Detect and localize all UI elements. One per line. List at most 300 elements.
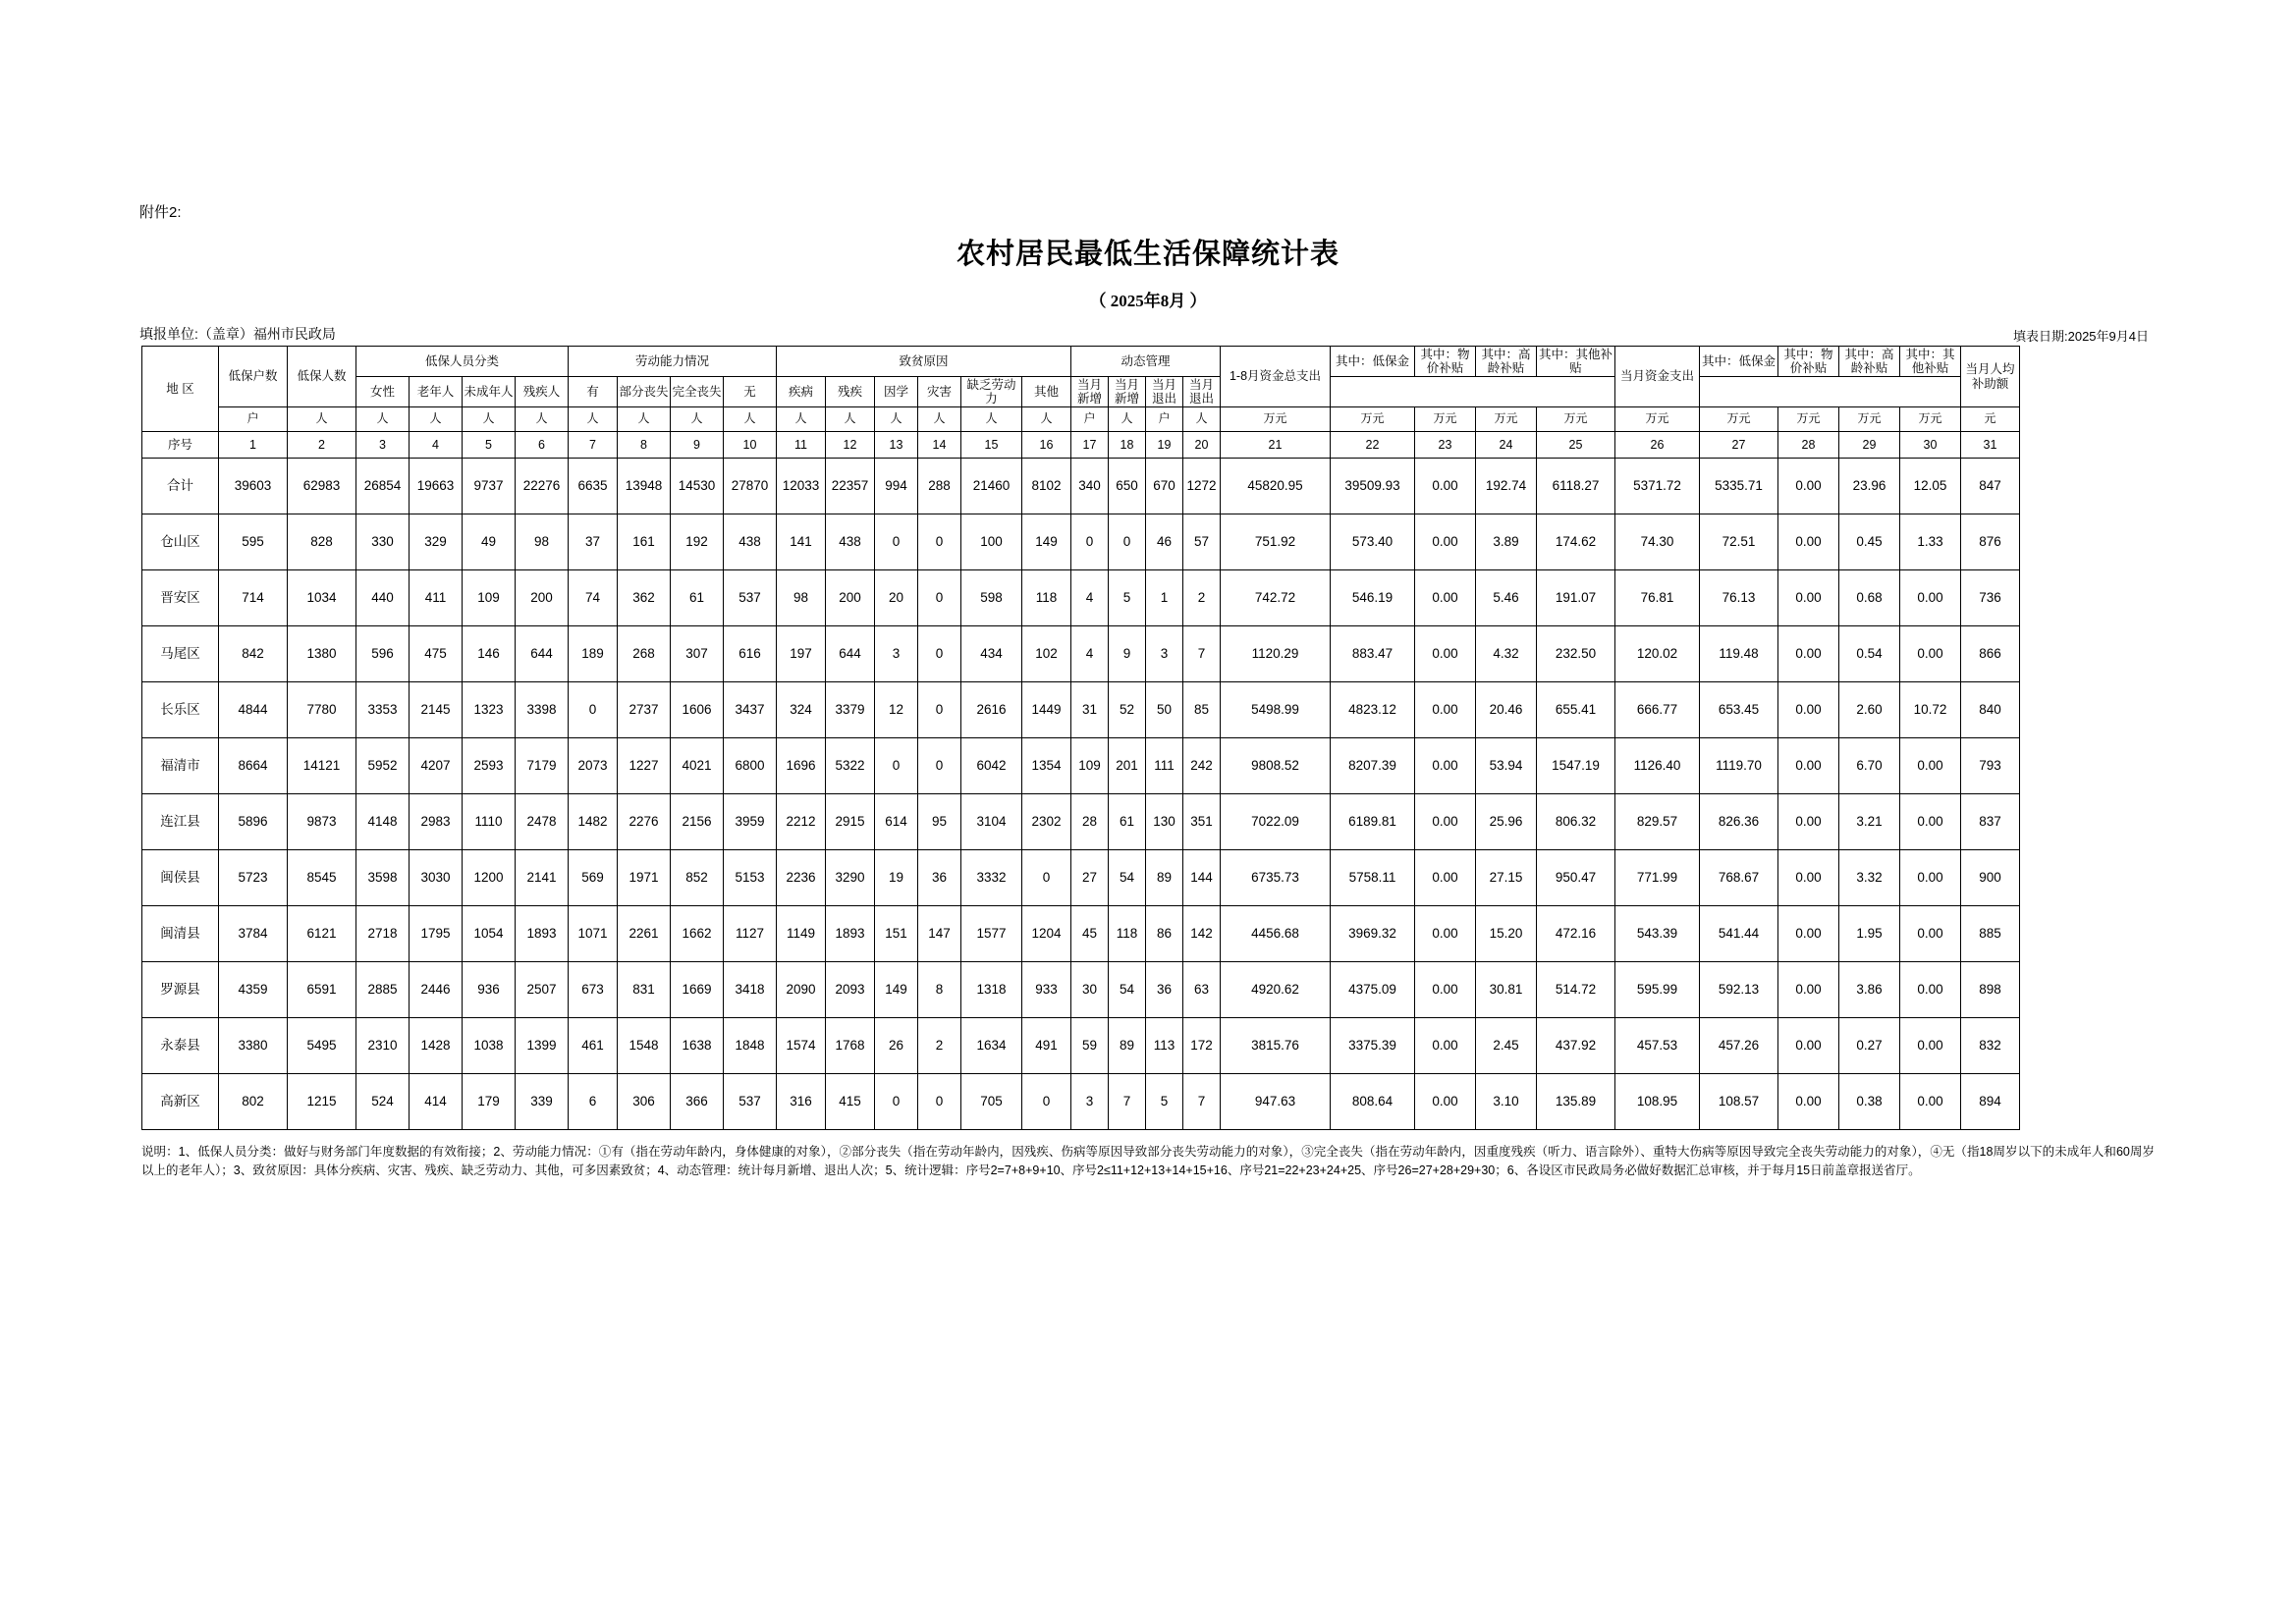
col-total-sub-3: 其中：高龄补贴 <box>1476 347 1537 377</box>
table-row <box>142 794 2020 850</box>
data-cell: 54 <box>1109 962 1146 1018</box>
seq-17: 17 <box>1071 432 1109 459</box>
col-persons: 低保人数 <box>288 347 356 407</box>
col-region: 地 区 <box>142 347 219 432</box>
data-cell: 1204 <box>1022 906 1071 962</box>
data-cell: 1482 <box>569 794 618 850</box>
data-cell: 161 <box>618 514 671 570</box>
unit-21: 万元 <box>1221 407 1331 432</box>
unit-2: 人 <box>288 407 356 432</box>
data-cell: 49 <box>463 514 516 570</box>
data-cell: 1662 <box>671 906 724 962</box>
data-cell: 7 <box>1109 1074 1146 1130</box>
data-cell: 3030 <box>410 850 463 906</box>
data-cell: 12.05 <box>1900 459 1961 514</box>
data-cell: 30.81 <box>1476 962 1537 1018</box>
unit-11: 人 <box>777 407 826 432</box>
seq-2: 2 <box>288 432 356 459</box>
data-cell: 3959 <box>724 794 777 850</box>
data-cell: 351 <box>1183 794 1221 850</box>
data-cell: 120.02 <box>1615 626 1700 682</box>
col-households: 低保户数 <box>219 347 288 407</box>
data-cell: 653.45 <box>1700 682 1778 738</box>
data-cell: 12033 <box>777 459 826 514</box>
data-cell: 0 <box>918 570 961 626</box>
data-cell: 3815.76 <box>1221 1018 1331 1074</box>
data-cell: 1110 <box>463 794 516 850</box>
region-cell: 闽清县 <box>142 906 219 962</box>
col-female: 女性 <box>356 377 410 407</box>
seq-21: 21 <box>1221 432 1331 459</box>
data-cell: 5498.99 <box>1221 682 1331 738</box>
data-cell: 802 <box>219 1074 288 1130</box>
data-cell: 9873 <box>288 794 356 850</box>
data-cell: 876 <box>1961 514 2020 570</box>
data-cell: 31 <box>1071 682 1109 738</box>
data-cell: 7780 <box>288 682 356 738</box>
data-cell: 3969.32 <box>1331 906 1415 962</box>
data-cell: 30 <box>1071 962 1109 1018</box>
data-cell: 21460 <box>961 459 1022 514</box>
data-cell: 3437 <box>724 682 777 738</box>
group-classify: 低保人员分类 <box>356 347 569 377</box>
table-row <box>142 1074 2020 1130</box>
data-cell: 491 <box>1022 1018 1071 1074</box>
data-cell: 0 <box>918 1074 961 1130</box>
statistics-table <box>141 346 2020 1130</box>
data-cell: 316 <box>777 1074 826 1130</box>
data-cell: 0 <box>875 514 918 570</box>
data-cell: 768.67 <box>1700 850 1778 906</box>
data-cell: 4 <box>1071 570 1109 626</box>
data-cell: 3353 <box>356 682 410 738</box>
seq-18: 18 <box>1109 432 1146 459</box>
header-seq-row <box>142 432 2020 459</box>
data-cell: 2276 <box>618 794 671 850</box>
data-cell: 74.30 <box>1615 514 1700 570</box>
data-cell: 438 <box>826 514 875 570</box>
data-cell: 2093 <box>826 962 875 1018</box>
data-cell: 1971 <box>618 850 671 906</box>
data-cell: 742.72 <box>1221 570 1331 626</box>
group-dynamic: 动态管理 <box>1071 347 1221 377</box>
data-cell: 1034 <box>288 570 356 626</box>
seq-3: 3 <box>356 432 410 459</box>
data-cell: 1574 <box>777 1018 826 1074</box>
data-cell: 1200 <box>463 850 516 906</box>
unit-29: 万元 <box>1839 407 1900 432</box>
group-labor: 劳动能力情况 <box>569 347 777 377</box>
data-cell: 1893 <box>516 906 569 962</box>
data-cell: 457.53 <box>1615 1018 1700 1074</box>
data-cell: 9 <box>1109 626 1146 682</box>
data-cell: 5335.71 <box>1700 459 1778 514</box>
data-cell: 0.45 <box>1839 514 1900 570</box>
unit-18: 人 <box>1109 407 1146 432</box>
data-cell: 2737 <box>618 682 671 738</box>
col-labor-have: 有 <box>569 377 618 407</box>
data-cell: 3.32 <box>1839 850 1900 906</box>
data-cell: 0.00 <box>1778 1074 1839 1130</box>
data-cell: 0.00 <box>1415 962 1476 1018</box>
data-cell: 866 <box>1961 626 2020 682</box>
data-cell: 174.62 <box>1537 514 1615 570</box>
data-cell: 3398 <box>516 682 569 738</box>
unit-19: 户 <box>1146 407 1183 432</box>
col-cause-nolabor: 缺乏劳动力 <box>961 377 1022 407</box>
data-cell: 2 <box>918 1018 961 1074</box>
data-cell: 714 <box>219 570 288 626</box>
data-cell: 4.32 <box>1476 626 1537 682</box>
col-cause-other: 其他 <box>1022 377 1071 407</box>
data-cell: 0.00 <box>1900 1074 1961 1130</box>
col-month-sub-1: 其中：低保金 <box>1700 347 1778 377</box>
col-minor: 未成年人 <box>463 377 516 407</box>
data-cell: 2.60 <box>1839 682 1900 738</box>
region-cell: 仓山区 <box>142 514 219 570</box>
col-labor-partial: 部分丧失 <box>618 377 671 407</box>
data-cell: 0.00 <box>1900 962 1961 1018</box>
data-cell: 53.94 <box>1476 738 1537 794</box>
data-cell: 828 <box>288 514 356 570</box>
data-cell: 0.00 <box>1778 1018 1839 1074</box>
data-cell: 1227 <box>618 738 671 794</box>
data-cell: 98 <box>777 570 826 626</box>
region-cell: 闽侯县 <box>142 850 219 906</box>
data-cell: 537 <box>724 570 777 626</box>
data-cell: 0 <box>1109 514 1146 570</box>
data-cell: 831 <box>618 962 671 1018</box>
data-cell: 4375.09 <box>1331 962 1415 1018</box>
data-cell: 0.00 <box>1778 626 1839 682</box>
data-cell: 85 <box>1183 682 1221 738</box>
data-cell: 616 <box>724 626 777 682</box>
data-cell: 1.33 <box>1900 514 1961 570</box>
data-cell: 8545 <box>288 850 356 906</box>
data-cell: 826.36 <box>1700 794 1778 850</box>
data-cell: 232.50 <box>1537 626 1615 682</box>
data-cell: 7 <box>1183 1074 1221 1130</box>
data-cell: 1696 <box>777 738 826 794</box>
data-cell: 22357 <box>826 459 875 514</box>
data-cell: 329 <box>410 514 463 570</box>
unit-3: 人 <box>356 407 410 432</box>
data-cell: 595 <box>219 514 288 570</box>
data-cell: 736 <box>1961 570 2020 626</box>
data-cell: 5758.11 <box>1331 850 1415 906</box>
data-cell: 130 <box>1146 794 1183 850</box>
data-cell: 461 <box>569 1018 618 1074</box>
unit-8: 人 <box>618 407 671 432</box>
seq-12: 12 <box>826 432 875 459</box>
data-cell: 8207.39 <box>1331 738 1415 794</box>
region-cell: 永泰县 <box>142 1018 219 1074</box>
data-cell: 0.68 <box>1839 570 1900 626</box>
data-cell: 0.00 <box>1778 570 1839 626</box>
data-cell: 0.54 <box>1839 626 1900 682</box>
region-cell: 合计 <box>142 459 219 514</box>
data-cell: 514.72 <box>1537 962 1615 1018</box>
data-cell: 595.99 <box>1615 962 1700 1018</box>
data-cell: 197 <box>777 626 826 682</box>
data-cell: 0.00 <box>1900 738 1961 794</box>
data-cell: 9808.52 <box>1221 738 1331 794</box>
unit-10: 人 <box>724 407 777 432</box>
data-cell: 1547.19 <box>1537 738 1615 794</box>
seq-23: 23 <box>1415 432 1476 459</box>
notes-text: 说明：1、低保人员分类：做好与财务部门年度数据的有效衔接；2、劳动能力情况：①有（指在劳动年龄内，身体健康的对象），②部分丧失（指在劳动年龄内，因残疾、伤病等原因导致部分丧失劳动能力的对象），③完全丧失（指在劳动年龄内，因重度残疾（听力、语言除外）、重特大伤病等原因导致完全丧失劳动能力的对象），④无（指18周岁以下的未成年人和60周岁以上的老年人）；3、致贫原因：具体分疾病、灾害、残疾、缺乏劳动力、其他，可多因素致贫；4、动态管理：统计每月新增、退出人次；5、统计逻辑：序号2=7+8+9+10、序号2≤11+12+13+14+15+16、序号21=22+23+24+25、序号26=27+28+29+30；6、各设区市民政局务必做好数据汇总审核，并于每月15日前盖章报送省厅。 <box>141 1145 2155 1178</box>
data-cell: 3104 <box>961 794 1022 850</box>
data-cell: 0 <box>875 738 918 794</box>
data-cell: 27870 <box>724 459 777 514</box>
data-cell: 324 <box>777 682 826 738</box>
seq-30: 30 <box>1900 432 1961 459</box>
data-cell: 0.00 <box>1778 514 1839 570</box>
data-cell: 307 <box>671 626 724 682</box>
data-cell: 644 <box>826 626 875 682</box>
data-cell: 147 <box>918 906 961 962</box>
data-cell: 141 <box>777 514 826 570</box>
col-disabled: 残疾人 <box>516 377 569 407</box>
data-cell: 19663 <box>410 459 463 514</box>
data-cell: 5495 <box>288 1018 356 1074</box>
data-cell: 74 <box>569 570 618 626</box>
data-cell: 933 <box>1022 962 1071 1018</box>
col-total-sub-4: 其中：其他补贴 <box>1537 347 1615 377</box>
data-cell: 1380 <box>288 626 356 682</box>
seq-19: 19 <box>1146 432 1183 459</box>
data-cell: 0.00 <box>1778 682 1839 738</box>
data-cell: 3332 <box>961 850 1022 906</box>
data-cell: 2145 <box>410 682 463 738</box>
data-cell: 172 <box>1183 1018 1221 1074</box>
data-cell: 1548 <box>618 1018 671 1074</box>
data-cell: 4844 <box>219 682 288 738</box>
data-cell: 4021 <box>671 738 724 794</box>
data-cell: 598 <box>961 570 1022 626</box>
data-cell: 883.47 <box>1331 626 1415 682</box>
data-cell: 950.47 <box>1537 850 1615 906</box>
data-cell: 7179 <box>516 738 569 794</box>
data-cell: 288 <box>918 459 961 514</box>
data-cell: 2310 <box>356 1018 410 1074</box>
data-cell: 109 <box>463 570 516 626</box>
data-cell: 1071 <box>569 906 618 962</box>
data-cell: 1272 <box>1183 459 1221 514</box>
data-cell: 95 <box>918 794 961 850</box>
data-cell: 63 <box>1183 962 1221 1018</box>
data-cell: 673 <box>569 962 618 1018</box>
col-cause-disability: 残疾 <box>826 377 875 407</box>
data-cell: 36 <box>1146 962 1183 1018</box>
data-cell: 3380 <box>219 1018 288 1074</box>
data-cell: 0.00 <box>1778 738 1839 794</box>
col-month-sub-4: 其中：其他补贴 <box>1900 347 1961 377</box>
data-cell: 3379 <box>826 682 875 738</box>
data-cell: 1119.70 <box>1700 738 1778 794</box>
data-cell: 2212 <box>777 794 826 850</box>
data-cell: 3.21 <box>1839 794 1900 850</box>
data-cell: 100 <box>961 514 1022 570</box>
table-body <box>142 459 2020 1130</box>
data-cell: 5 <box>1109 570 1146 626</box>
unit-9: 人 <box>671 407 724 432</box>
data-cell: 22276 <box>516 459 569 514</box>
seq-10: 10 <box>724 432 777 459</box>
data-cell: 2616 <box>961 682 1022 738</box>
seq-26: 26 <box>1615 432 1700 459</box>
data-cell: 2236 <box>777 850 826 906</box>
data-cell: 6.70 <box>1839 738 1900 794</box>
data-cell: 62983 <box>288 459 356 514</box>
seq-27: 27 <box>1700 432 1778 459</box>
data-cell: 102 <box>1022 626 1071 682</box>
data-cell: 362 <box>618 570 671 626</box>
data-cell: 2073 <box>569 738 618 794</box>
data-cell: 268 <box>618 626 671 682</box>
region-cell: 马尾区 <box>142 626 219 682</box>
col-labor-none: 无 <box>724 377 777 407</box>
region-cell: 福清市 <box>142 738 219 794</box>
data-cell: 2156 <box>671 794 724 850</box>
data-cell: 1120.29 <box>1221 626 1331 682</box>
page-title: 农村居民最低生活保障统计表 <box>956 239 1339 270</box>
seq-16: 16 <box>1022 432 1071 459</box>
data-cell: 0.00 <box>1415 459 1476 514</box>
data-cell: 1893 <box>826 906 875 962</box>
data-cell: 614 <box>875 794 918 850</box>
data-cell: 14121 <box>288 738 356 794</box>
data-cell: 2141 <box>516 850 569 906</box>
data-cell: 52 <box>1109 682 1146 738</box>
col-month-expend: 当月资金支出 <box>1615 347 1700 407</box>
data-cell: 1634 <box>961 1018 1022 1074</box>
data-cell: 89 <box>1109 1018 1146 1074</box>
data-cell: 59 <box>1071 1018 1109 1074</box>
col-dynamic-add-2: 当月新增 <box>1109 377 1146 407</box>
data-cell: 2983 <box>410 794 463 850</box>
data-cell: 1038 <box>463 1018 516 1074</box>
data-cell: 1848 <box>724 1018 777 1074</box>
data-cell: 2302 <box>1022 794 1071 850</box>
data-cell: 5322 <box>826 738 875 794</box>
data-cell: 3375.39 <box>1331 1018 1415 1074</box>
data-cell: 4920.62 <box>1221 962 1331 1018</box>
data-cell: 415 <box>826 1074 875 1130</box>
unit-22: 万元 <box>1331 407 1415 432</box>
data-cell: 898 <box>1961 962 2020 1018</box>
table-row <box>142 459 2020 514</box>
data-cell: 118 <box>1022 570 1071 626</box>
data-cell: 994 <box>875 459 918 514</box>
data-cell: 19 <box>875 850 918 906</box>
data-cell: 144 <box>1183 850 1221 906</box>
data-cell: 837 <box>1961 794 2020 850</box>
data-cell: 20.46 <box>1476 682 1537 738</box>
data-cell: 5153 <box>724 850 777 906</box>
data-cell: 12 <box>875 682 918 738</box>
region-cell: 长乐区 <box>142 682 219 738</box>
data-cell: 0.00 <box>1415 738 1476 794</box>
data-cell: 1323 <box>463 682 516 738</box>
unit-15: 人 <box>961 407 1022 432</box>
data-cell: 947.63 <box>1221 1074 1331 1130</box>
data-cell: 36 <box>918 850 961 906</box>
unit-7: 人 <box>569 407 618 432</box>
data-cell: 543.39 <box>1615 906 1700 962</box>
header-row-2 <box>142 377 2020 407</box>
data-cell: 10.72 <box>1900 682 1961 738</box>
data-cell: 885 <box>1961 906 2020 962</box>
data-cell: 8664 <box>219 738 288 794</box>
unit-4: 人 <box>410 407 463 432</box>
data-cell: 61 <box>1109 794 1146 850</box>
table-row <box>142 962 2020 1018</box>
col-total-sub-1: 其中：低保金 <box>1331 347 1415 377</box>
table-row <box>142 1018 2020 1074</box>
data-cell: 50 <box>1146 682 1183 738</box>
data-cell: 189 <box>569 626 618 682</box>
data-cell: 4359 <box>219 962 288 1018</box>
data-cell: 339 <box>516 1074 569 1130</box>
data-cell: 537 <box>724 1074 777 1130</box>
data-cell: 2915 <box>826 794 875 850</box>
unit-25: 万元 <box>1537 407 1615 432</box>
data-cell: 0.00 <box>1415 850 1476 906</box>
col-dynamic-exit-2: 当月退出 <box>1183 377 1221 407</box>
region-cell: 高新区 <box>142 1074 219 1130</box>
data-cell: 3.10 <box>1476 1074 1537 1130</box>
data-cell: 201 <box>1109 738 1146 794</box>
data-cell: 119.48 <box>1700 626 1778 682</box>
unit-26: 万元 <box>1615 407 1700 432</box>
data-cell: 5371.72 <box>1615 459 1700 514</box>
seq-29: 29 <box>1839 432 1900 459</box>
data-cell: 546.19 <box>1331 570 1415 626</box>
data-cell: 6635 <box>569 459 618 514</box>
data-cell: 793 <box>1961 738 2020 794</box>
data-cell: 45820.95 <box>1221 459 1331 514</box>
data-cell: 0.00 <box>1900 626 1961 682</box>
data-cell: 0.00 <box>1415 906 1476 962</box>
data-cell: 340 <box>1071 459 1109 514</box>
data-cell: 852 <box>671 850 724 906</box>
data-cell: 936 <box>463 962 516 1018</box>
unit-20: 人 <box>1183 407 1221 432</box>
data-cell: 0.00 <box>1415 794 1476 850</box>
data-cell: 569 <box>569 850 618 906</box>
data-cell: 89 <box>1146 850 1183 906</box>
unit-17: 户 <box>1071 407 1109 432</box>
data-cell: 4 <box>1071 626 1109 682</box>
data-cell: 5952 <box>356 738 410 794</box>
unit-14: 人 <box>918 407 961 432</box>
data-cell: 1.95 <box>1839 906 1900 962</box>
data-cell: 45 <box>1071 906 1109 962</box>
report-unit: 填报单位:（盖章）福州市民政局 <box>139 326 336 342</box>
data-cell: 27 <box>1071 850 1109 906</box>
data-cell: 111 <box>1146 738 1183 794</box>
data-cell: 15.20 <box>1476 906 1537 962</box>
unit-31: 元 <box>1961 407 2020 432</box>
data-cell: 113 <box>1146 1018 1183 1074</box>
table-row <box>142 738 2020 794</box>
data-cell: 2090 <box>777 962 826 1018</box>
data-cell: 1318 <box>961 962 1022 1018</box>
data-cell: 1577 <box>961 906 1022 962</box>
data-cell: 0 <box>918 682 961 738</box>
table-row <box>142 626 2020 682</box>
